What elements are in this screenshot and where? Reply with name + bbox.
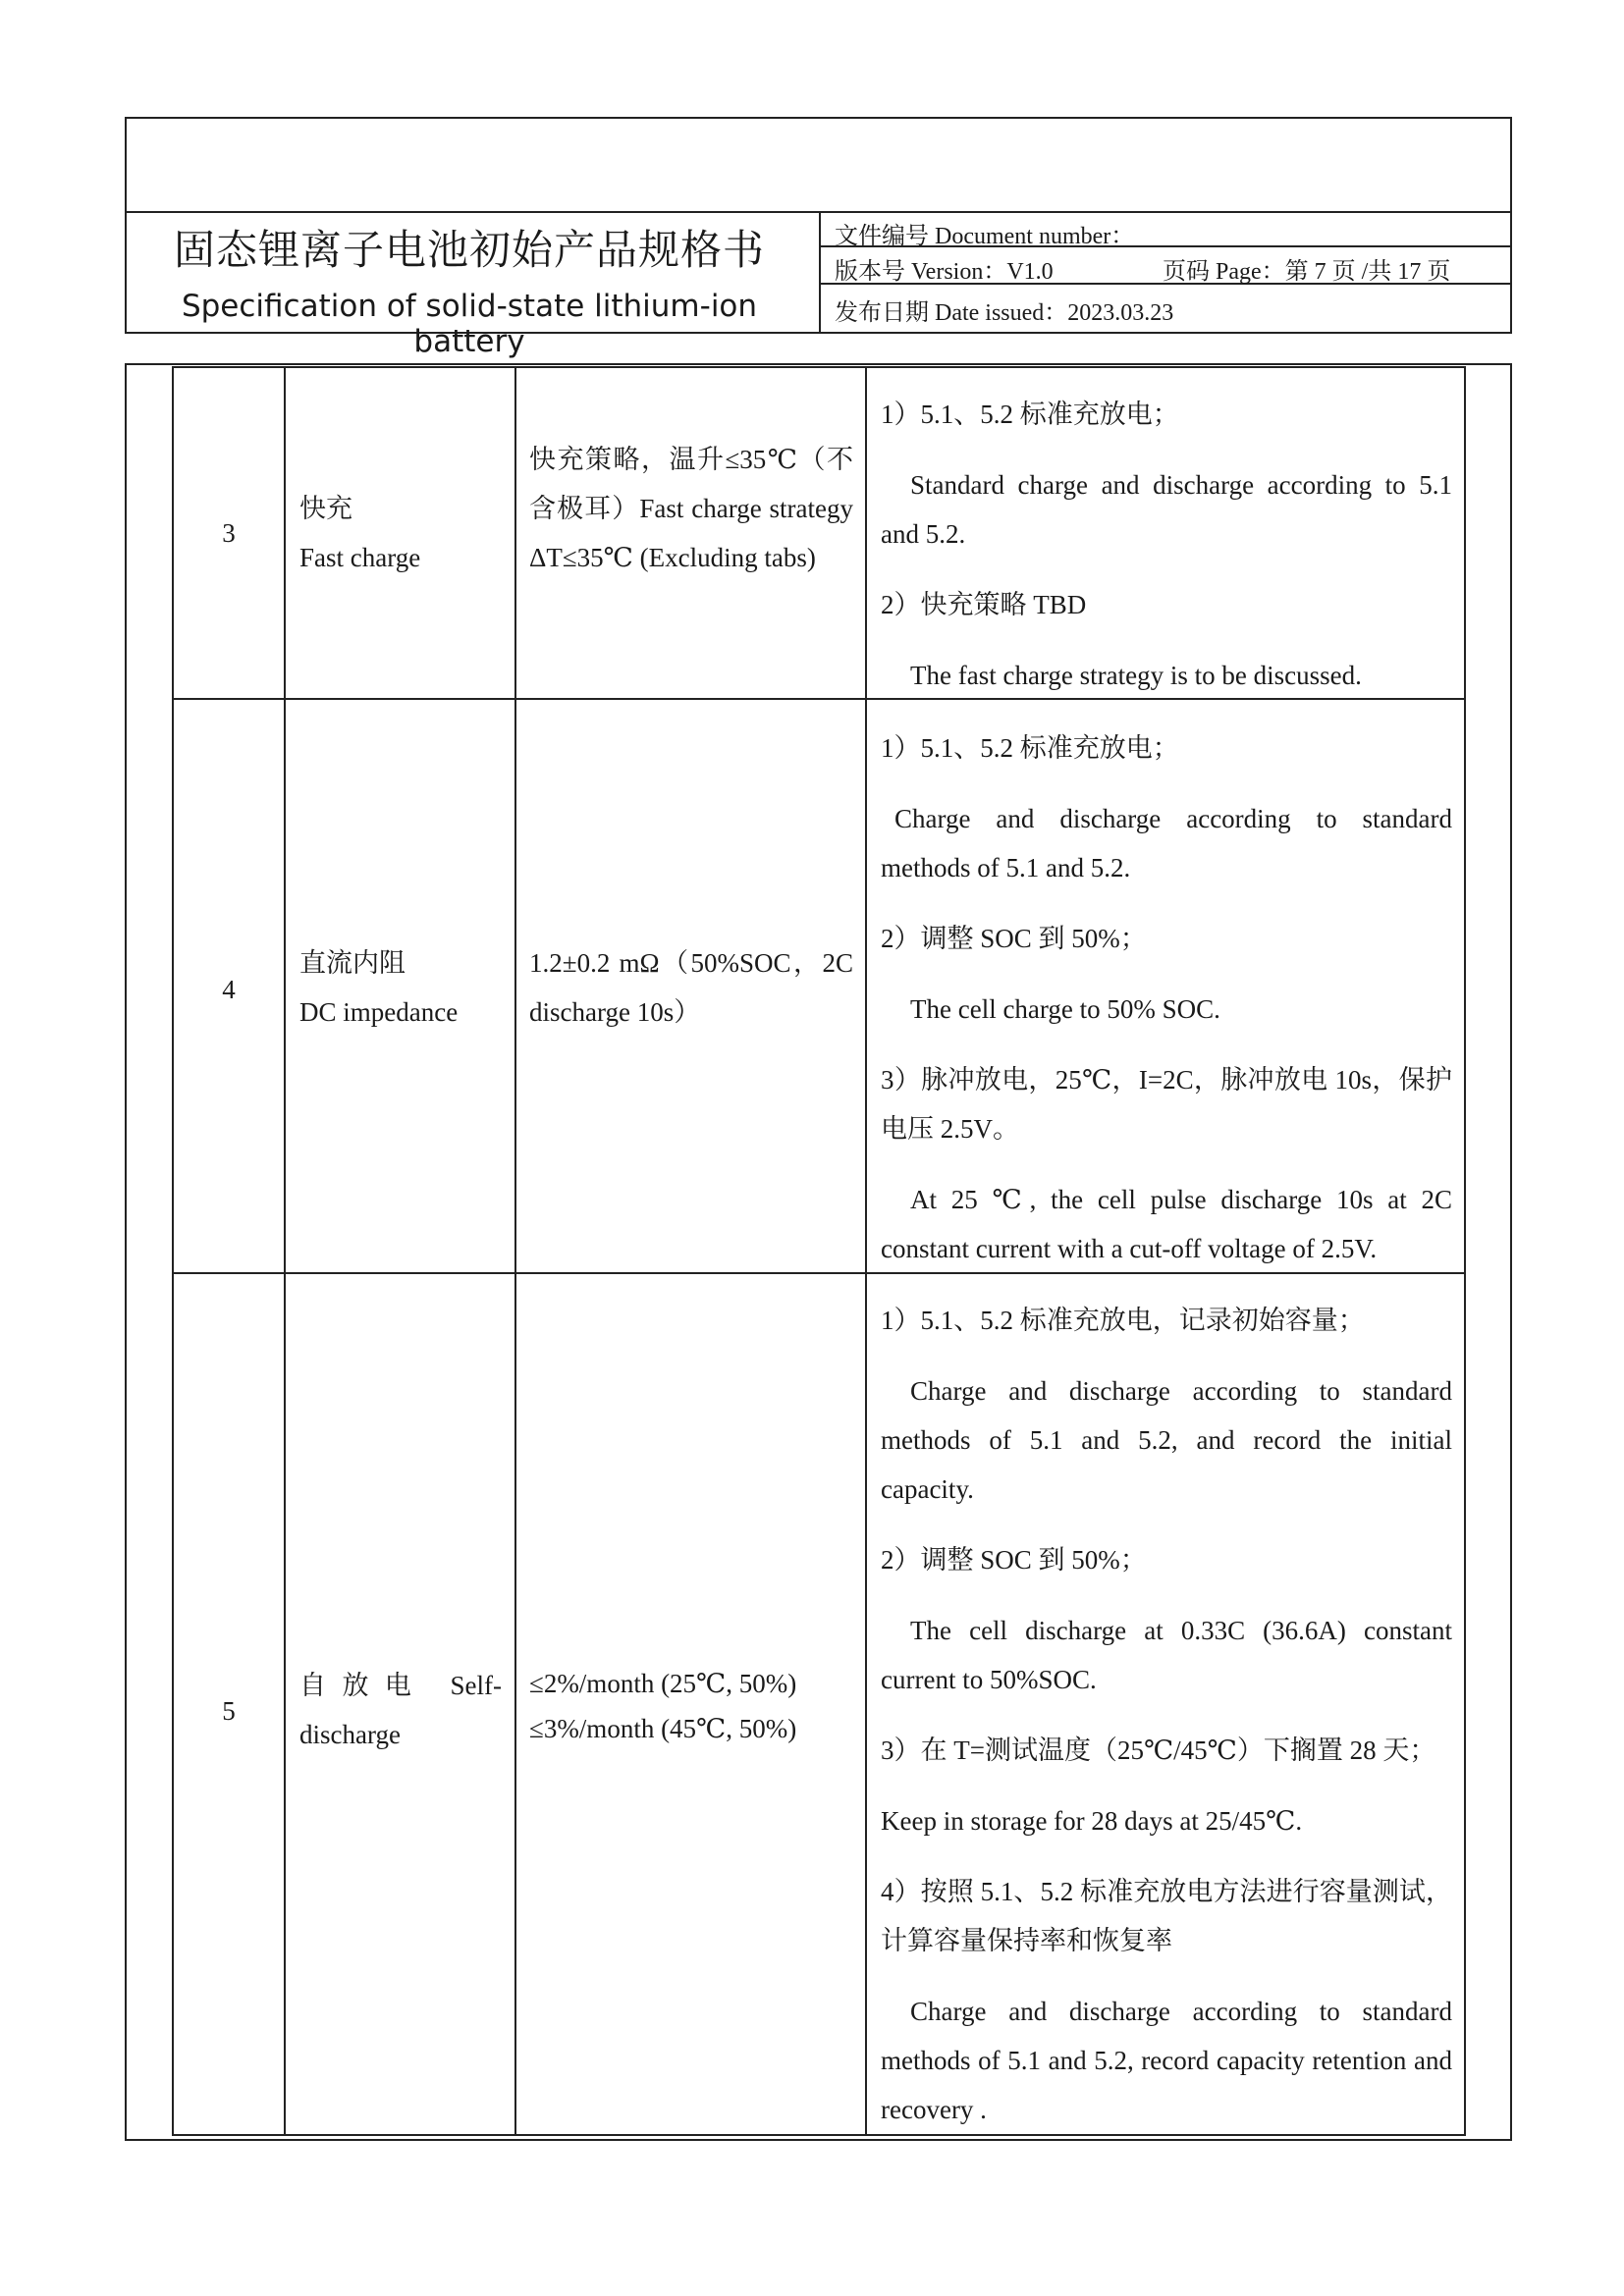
test-item: 直流内阻 DC impedance [299, 948, 459, 1027]
row-number: 3 [222, 518, 236, 548]
row-number: 5 [222, 1696, 236, 1726]
page-number: 页码 Page：第 7 页 /共 17 页 [1163, 259, 1451, 285]
requirement: 1.2±0.2 mΩ（50%SOC，2C discharge 10s） [529, 948, 853, 1027]
test-item: 自放电 Self-discharge [299, 1671, 502, 1749]
requirement: 快充策略，温升≤35℃（不含极耳）Fast charge strategy ΔT≤35℃ (Excluding tabs) [529, 445, 853, 572]
document-number: 文件编号 Document number： [835, 224, 1135, 249]
date-issued: 发布日期 Date issued：2023.03.23 [835, 300, 1174, 326]
test-item: 快充 Fast charge [299, 494, 421, 572]
test-method: 1）5.1、5.2 标准充放电，记录初始容量； Charge and discharge according to standard methods of 5.1 and 5.2, and record the initial capacity. 2）调整 SOC 到 50%； The cell discharge at 0.33C (36.6A) constant current to 50%SOC. 3）在 T=测试温度（25℃/45℃）下搁置 28 天； Keep in storage for 28 days at 25/45℃. 4）按照 5.1、5.2 标准充放电方法进行容量测试，计算容量保持率和恢复率 Charge and discharge according to standard methods of 5.1 and 5.2, record capacity retention and recovery . [881, 1306, 1452, 2124]
requirement: ≤2%/month (25℃, 50%) ≤3%/month (45℃, 50%) [529, 1669, 797, 1743]
row-number: 4 [222, 975, 236, 1004]
test-method: 1）5.1、5.2 标准充放电； Standard charge and discharge according to 5.1 and 5.2. 2）快充策略 TBD The fast charge strategy is to be discussed. [881, 400, 1452, 690]
test-method: 1）5.1、5.2 标准充放电； Charge and discharge according to standard methods of 5.1 and 5.2. 2）调整 SOC 到 50%； The cell charge to 50% SOC. 3）脉冲放电，25℃，I=2C，脉冲放电 10s，保护电压 2.5V。 At 25 ℃, the cell pulse discharge 10s at 2C constant current with a cut-off voltage of 2.5V. [881, 733, 1452, 1263]
title-english: Specification of solid-state lithium-ion battery [181, 289, 758, 359]
title-chinese: 固态锂离子电池初始产品规格书 [173, 226, 765, 274]
version: 版本号 Version：V1.0 [835, 259, 1054, 285]
